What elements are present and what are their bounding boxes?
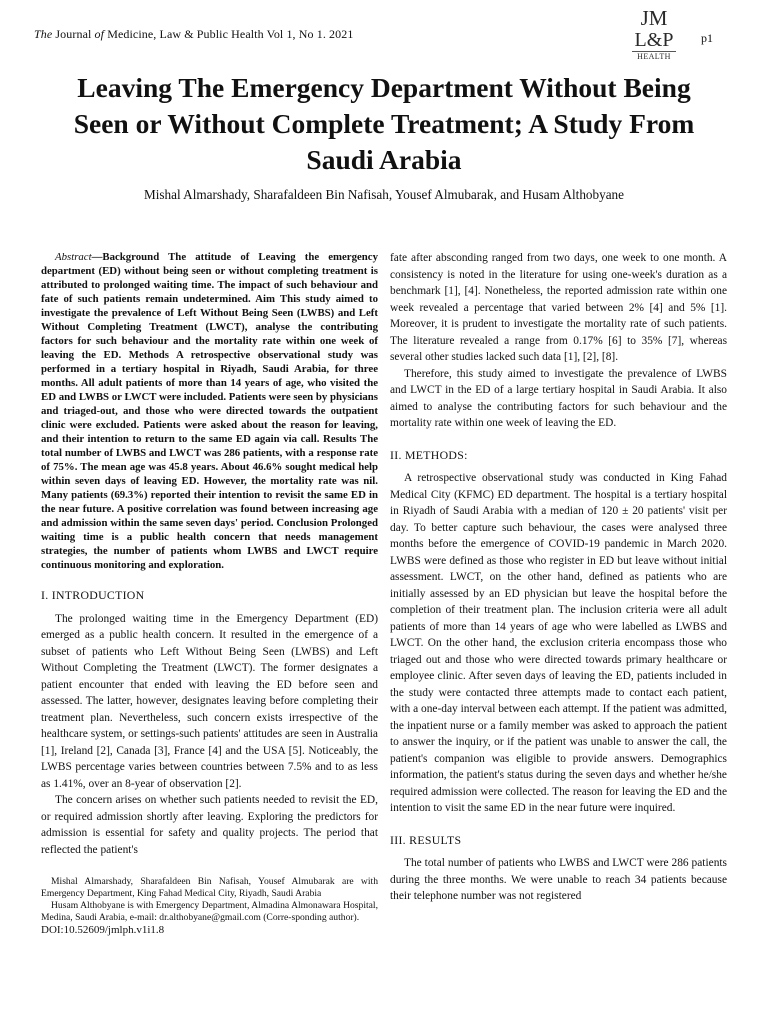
logo-line-1: JM (640, 6, 668, 30)
author-list: Mishal Almarshady, Sharafaldeen Bin Nafisah, Yousef Almubarak, and Husam Althobyane (143, 187, 625, 202)
results-paragraph-1: The total number of patients who LWBS and LWCT were 286 patients during the three months. We were unable to reach 34 patients because their telephone number was not registered (390, 857, 727, 902)
introduction-paragraph-2: The concern arises on whether such patients needed to revisit the ED, or required admission shortly after leaving. Exploring the predictors for admission is essential for safety and quality projects. The period that reflected the patient's (41, 794, 378, 856)
logo-line-3: HEALTH (632, 51, 676, 61)
page-number: p1 (701, 31, 713, 45)
left-column (41, 250, 378, 936)
introduction-paragraph-4: Therefore, this study aimed to investigate the prevalence of LWBS and LWCT in the ED of a large tertiary hospital in Saudi Arabia. It also aimed to analyse the contributing factors for such behaviour and the mortality rate within one week of leaving the ED. (390, 367, 727, 429)
footnote-affiliation-1: Mishal Almarshady, Sharafaldeen Bin Nafisah, Yousef Almubarak are with Emergency Department, King Fahad Medical City, Riyadh, Saudi Arabia (41, 876, 378, 899)
methods-heading: II. METHODS: (390, 447, 468, 462)
introduction-paragraph-1: The prolonged waiting time in the Emergency Department (ED) emerged as a public health concern. It resulted in the emergence of a subset of patients who Left Without Being Seen (LWBS) and Left Without Completing the Treatment (LWCT). The former designates a patient encounter that ended with leaving the ED before seen and assessed. The latter, however, designates leaving before completing their treatment plan. Nevertheless, such concern exists irrespective of the healthcare system, or settings-such patients' attitudes are seen in Australia [1], Ireland [2], Canada [3], France [4] and the USA [5]. Noticeably, the LWBS percentage varies between countries between 7.5% and to as less as 1.41%, over an 8-year of observation [2]. (41, 612, 378, 790)
paper-title: Leaving The Emergency Department Without Being Seen or Without Complete Treatment; A Study From Saudi Arabia (73, 72, 695, 175)
doi-link[interactable]: DOI:10.52609/jmlph.v1i1.8 (41, 924, 165, 936)
footnote-affiliation-2: Husam Althobyane is with Emergency Department, Almadina Almonawara Hospital, Medina, Saudi Arabia, e-mail: dr.althobyane@gmail.com (Corre-sponding author). (41, 900, 378, 923)
journal-logo (626, 8, 682, 61)
logo-line-2: L&P (634, 29, 674, 51)
methods-paragraph-1: A retrospective observational study was conducted in King Fahad Medical City (KFMC) ED department. The hospital is a tertiary hospital in Riyadh of Saudi Arabia with a median of 120 ± 20 patients' visit per day. To better capture such behaviour, the cases were analysed three months before the emergence of COVID-19 pandemic in March 2020. LWBS were defined as those who register in ED but leave without initial assessment. LWCT, on the other hand, defined as patients who are initially assessed by an ED physician but leave the hospital before the completion of their treatment plan. The inclusion criteria were all adult patients of more than 14 years of age who were labelled as LWBS and LWCT. On the other hand, the exclusion criteria encompass those who triaged out and those who were directed towards primary healthcare or employee clinic. After seven days of leaving the ED, patients included in the study were contacted three attempts made to contact each patient, with a one-day interval between each attempt. If the patient was admitted, the inpatient nurse or a family member was asked to approach the patient to answer the inquiry, or if the patient was unable to answer the call, the patient's companion was eligible to provide answers. Demographics information, the patient's status during the seven days and whether he/she required admission were collected. The reason for leaving the ED and the intention to visit the same ED in the near future were inquired. (390, 472, 727, 814)
abstract-text: —Background The attitude of Leaving the emergency department (ED) without being seen or without completing treatment is attributed to prolonged waiting time. The impact of such behaviour and fate of such patients remain undetermined. Aim This study aimed to investigate the prevalence of Left Without Being Seen (LWBS) and Left Without Completing Treatment (LWCT), analyse the contributing factors for such behaviour and the mortality rate within one week of leaving the ED. Methods A retrospective observational study was performed in a tertiary hospital in Riyadh, Saudi Arabia, for three months. All adult patients of more than 14 years of age, who visited the ED and LWBS or LWCT were included. Patients were seen by physicians and triaged-out, and those who were directed towards the outpatient clinic were excluded. Patients were asked about the reason for leaving, and their intention to return to the same ED again via call. Results The total number of LWBS and LWCT was 286 patients, with a response rate of 75%. The mean age was 45.8 years. About 46.6% sought medical help within seven days of leaving ED. However, the mortality rate was nil. Many patients (69.3%) reported their intention to revisit the same ED in the near future. A positive correlation was found between increasing age and admission within the same seven days' period. Conclusion Prolonged waiting time is a public health concern that needs management strategies, the number of patients whom LWBS and LWCT require continuous monitoring and exploration. (41, 251, 378, 571)
introduction-heading: I. INTRODUCTION (41, 588, 145, 602)
journal-name-part: Journal (52, 27, 95, 41)
journal-header (34, 27, 353, 42)
abstract (41, 250, 378, 572)
right-column (390, 250, 727, 905)
journal-of: of (94, 27, 105, 41)
journal-the: The (34, 27, 53, 41)
footnote (41, 876, 378, 936)
results-heading: III. RESULTS (390, 832, 462, 847)
introduction-paragraph-3: fate after absconding ranged from two days, one week to one month. A consistency is noted in the literature for using one-week's duration as a benchmark [1], [4]. Nonetheless, the reported admission rate within one week revealed a percentage that varied between 2% [4] and 5% [1]. Moreover, it is prudent to investigate the mortality rate of such patients. The literature revealed a range from 0.17% [6] to 35% [7], whereas several other studies lacked such data [1], [2], [8]. (390, 252, 727, 363)
journal-volume: Medicine, Law & Public Health Vol 1, No 1. 2021 (104, 27, 354, 41)
abstract-label: Abstract (55, 251, 92, 263)
